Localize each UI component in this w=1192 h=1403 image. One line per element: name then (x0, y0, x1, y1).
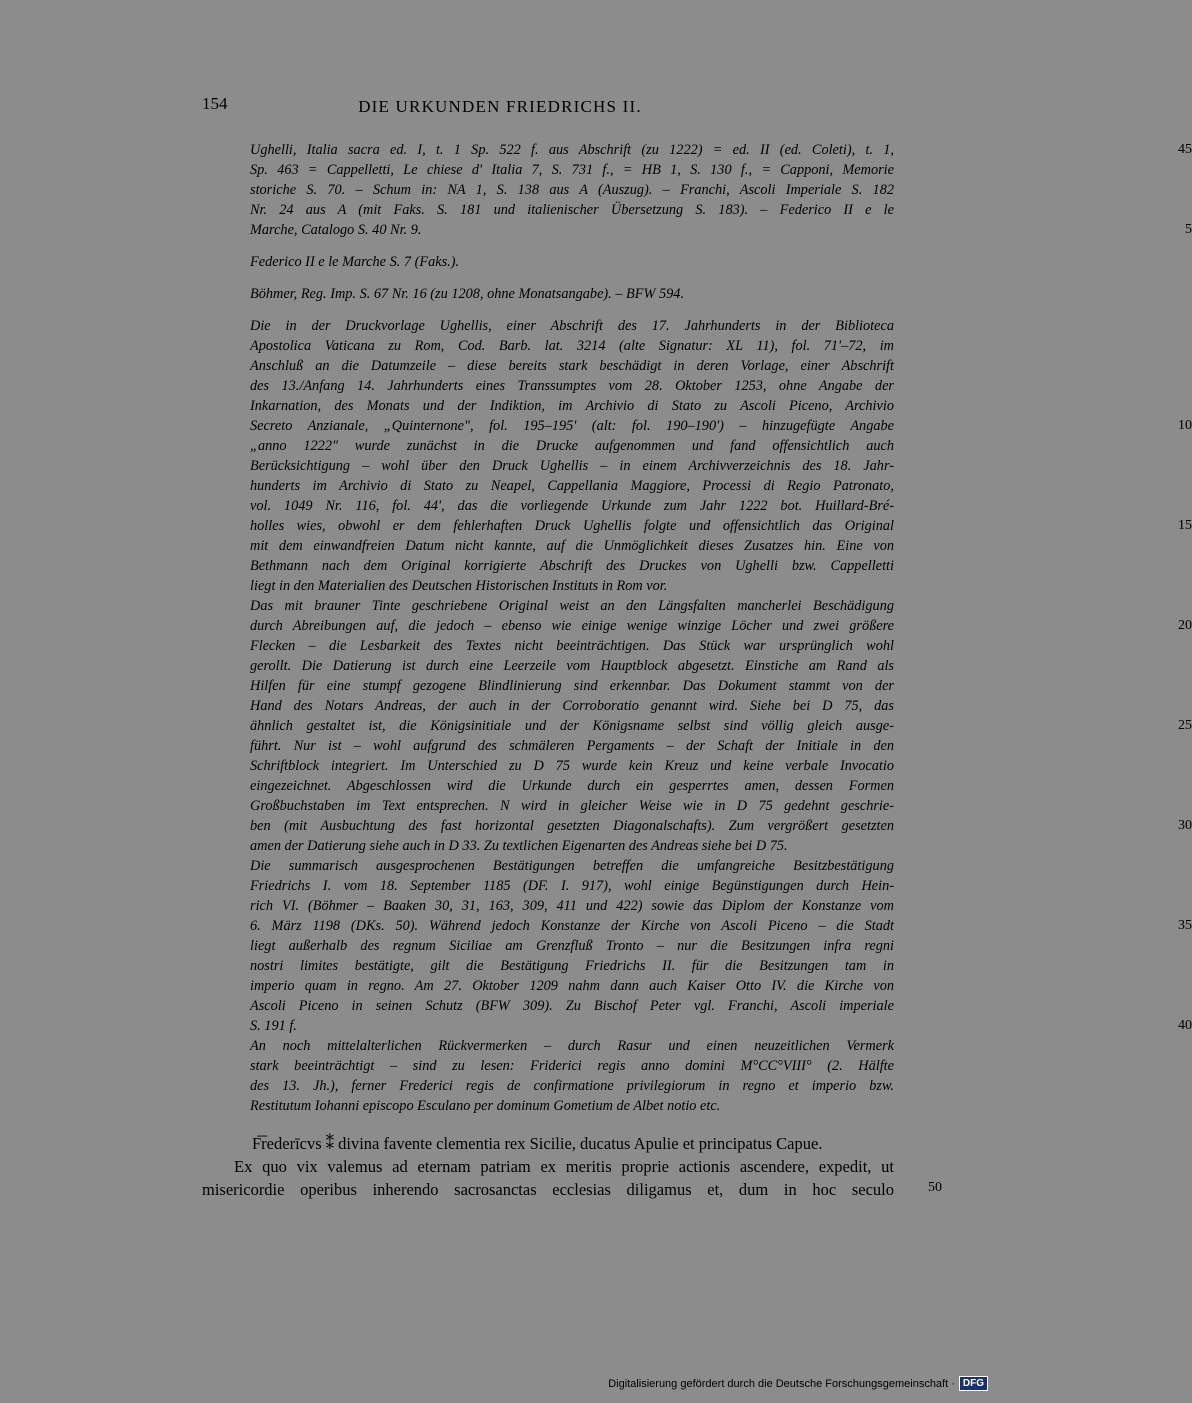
note-line: Großbuchstaben im Text entsprechen. N wird in gleicher Weise wie in D 75 gedehnt geschrie- (250, 798, 894, 814)
note-line: holles wies, obwohl er dem fehlerhaften Druck Ughellis folgte und offensichtlich das Original (250, 518, 894, 534)
note-line: vol. 1049 Nr. 116, fol. 44', das die vorliegende Urkunde zum Jahr 1222 bot. Huillard-Bré- (250, 498, 894, 514)
line-number: 10 (1178, 418, 1192, 433)
note-line: Anschluß an die Datumzeile – diese bereits stark beschädigt in deren Vorlage, einer Abschrift (250, 358, 894, 374)
note-line: Hand des Notars Andreas, der auch in der Corroboratio genannt wird. Siehe bei D 75, das (250, 698, 894, 714)
note-line: ähnlich gestaltet ist, die Königsinitiale und der Königsname selbst sind völlig gleich ausge- (250, 718, 894, 734)
note-line: führt. Nur ist – wohl aufgrund des schmäleren Pergaments – der Schaft der Initiale in den (250, 738, 894, 754)
charter-line: Ex quo vix valemus ad eternam patriam ex meritis proprie actionis ascendere, expedit, ut (234, 1157, 894, 1176)
note-line: stark beeinträchtigt – sind zu lesen: Friderici regis anno domini M°CC°VIII° (2. Hälfte (250, 1058, 894, 1074)
note-line: des 13./Anfang 14. Jahrhunderts eines Transsumptes vom 28. Oktober 1253, ohne Angabe der (250, 378, 894, 394)
note-line: Berücksichtigung – wohl über den Druck Ughellis – in einem Archivverzeichnis des 18. Jahr- (250, 458, 894, 474)
note-line: des 13. Jh.), ferner Frederici regis de confirmatione privilegiorum in regno et imperio bzw. (250, 1078, 894, 1094)
dfg-logo: DFG (959, 1376, 988, 1391)
note-line: rich VI. (Böhmer – Baaken 30, 31, 163, 309, 411 und 422) sowie das Diplom der Konstanze vom (250, 898, 894, 914)
line-number: 20 (1178, 618, 1192, 633)
note-line: Hilfen für eine stumpf gezogene Blindlinierung sind erkennbar. Das Dokument stammt von der (250, 678, 894, 694)
line-number: 45 (1178, 142, 1192, 157)
note-line: Das mit brauner Tinte geschriebene Original weist an den Längsfalten mancherlei Beschädigung (250, 598, 894, 614)
note-line: storiche S. 70. – Schum in: NA 1, S. 138 aus A (Auszug). – Franchi, Ascoli Imperiale S. 182 (250, 182, 894, 198)
note-line: Flecken – die Lesbarkeit des Textes nicht beeinträchtigen. Das Stück war ursprünglich wohl (250, 638, 894, 654)
note-line: An noch mittelalterlichen Rückvermerken – durch Rasur und einen neuzeitlichen Vermerk (250, 1038, 894, 1054)
note-line: Bethmann nach dem Original korrigierte Abschrift des Druckes von Ughelli bzw. Cappelletti (250, 558, 894, 574)
note-line: liegt außerhalb des regnum Siciliae am Grenzfluß Tronto – nur die Besitzungen infra regni (250, 938, 894, 954)
line-number: 5 (1185, 222, 1192, 237)
note-line: 6. März 1198 (DKs. 50). Während jedoch Konstanze der Kirche von Ascoli Piceno – die Stadt (250, 918, 894, 934)
note-line: Marche, Catalogo S. 40 Nr. 9. (250, 222, 422, 238)
line-number: 30 (1178, 818, 1192, 833)
footer-credit-text: Digitalisierung gefördert durch die Deutsche Forschungsgemeinschaft · (608, 1377, 955, 1390)
charter-text (202, 1132, 894, 1201)
note-line: Schriftblock integriert. Im Unterschied zu D 75 wurde kein Kreuz und keine verbale Invocatio (250, 758, 894, 774)
note-line: Friedrichs I. vom 18. September 1185 (DF. I. 917), wohl einige Begünstigungen durch Hein- (250, 878, 894, 894)
line-number: 40 (1178, 1018, 1192, 1033)
line-number: 50 (928, 1180, 942, 1195)
note-line: Böhmer, Reg. Imp. S. 67 Nr. 16 (zu 1208, ohne Monatsangabe). – BFW 594. (250, 286, 685, 302)
note-line: Restitutum Iohanni episcopo Esculano per dominum Gometium de Albet notio etc. (250, 1098, 721, 1114)
note-line: amen der Datierung siehe auch in D 33. Zu textlichen Eigenarten des Andreas siehe bei D 75. (250, 838, 788, 854)
note-line: hunderts im Archivio di Stato zu Neapel, Cappellania Maggiore, Processi di Regio Patronato, (250, 478, 894, 494)
paragraph-gap (250, 304, 894, 316)
line-number: 35 (1178, 918, 1192, 933)
note-line: gerollt. Die Datierung ist durch eine Leerzeile vom Hauptblock abgesetzt. Einstiche am Rand als (250, 658, 894, 674)
apparatus-notes (250, 140, 1192, 1116)
note-line: durch Abreibungen auf, die jedoch – ebenso wie einige wenige winzige Löcher und zwei größere (250, 618, 894, 634)
line-number: 25 (1178, 718, 1192, 733)
note-line: S. 191 f. (250, 1018, 297, 1034)
charter-line: F͞rederīcvs ⁑ divina favente clementia rex Sicilie, ducatus Apulie et principatus Capue. (252, 1134, 823, 1153)
note-line: Inkarnation, des Monats und der Indiktion, im Archivio di Stato zu Ascoli Piceno, Archivio (250, 398, 894, 414)
paragraph-gap (250, 240, 894, 252)
note-line: Die in der Druckvorlage Ughellis, einer Abschrift des 17. Jahrhunderts in der Biblioteca (250, 318, 894, 334)
note-line: Sp. 463 = Cappelletti, Le chiese d' Italia 7, S. 731 f., = HB 1, S. 130 f., = Capponi, Memorie (250, 162, 894, 178)
line-number: 15 (1178, 518, 1192, 533)
note-line: „anno 1222" wurde zunächst in die Drucke aufgenommen und fand offensichtlich auch (250, 438, 894, 454)
paragraph-gap (250, 272, 894, 284)
note-line: imperio quam in regno. Am 27. Oktober 1209 nahm dann auch Kaiser Otto IV. die Kirche von (250, 978, 894, 994)
running-title: DIE URKUNDEN FRIEDRICHS II. (358, 97, 642, 116)
note-line: Secreto Anzianale, „Quinternone", fol. 195–195' (alt: fol. 190–190') – hinzugefügte Angabe (250, 418, 894, 434)
note-line: Apostolica Vaticana zu Rom, Cod. Barb. lat. 3214 (alte Signatur: XL 11), fol. 71'–72, im (250, 338, 894, 354)
page-number: 154 (202, 94, 228, 113)
note-line: Ughelli, Italia sacra ed. I, t. 1 Sp. 522 f. aus Abschrift (zu 1222) = ed. II (ed. Coleti), t. 1, (250, 142, 894, 158)
note-line: eingezeichnet. Abgeschlossen wird die Urkunde durch ein gesperrtes amen, dessen Formen (250, 778, 894, 794)
charter-line: misericordie operibus inherendo sacrosanctas ecclesias diligamus et, dum in hoc seculo (202, 1180, 894, 1199)
note-line: Ascoli Piceno in seinen Schutz (BFW 309). Zu Bischof Peter vgl. Franchi, Ascoli imperiale (250, 998, 894, 1014)
note-line: Die summarisch ausgesprochenen Bestätigungen betreffen die umfangreiche Besitzbestätigung (250, 858, 894, 874)
footer-credit (608, 1376, 988, 1391)
note-line: mit dem einwandfreien Datum nicht kannte, auf die Unmöglichkeit dieses Zusatzes hin. Eine von (250, 538, 894, 554)
note-line: nostri limites bestätigte, gilt die Bestätigung Friedrichs II. für die Besitzungen tam in (250, 958, 894, 974)
note-line: ben (mit Ausbuchtung des fast horizontal gesetzten Diagonalschafts). Zum vergrößert gesetzten (250, 818, 894, 834)
note-line: Nr. 24 aus A (mit Faks. S. 181 und italienischer Übersetzung S. 183). – Federico II e le (250, 202, 894, 218)
note-line: Federico II e le Marche S. 7 (Faks.). (250, 254, 460, 270)
note-line: liegt in den Materialien des Deutschen Historischen Instituts in Rom vor. (250, 578, 668, 594)
